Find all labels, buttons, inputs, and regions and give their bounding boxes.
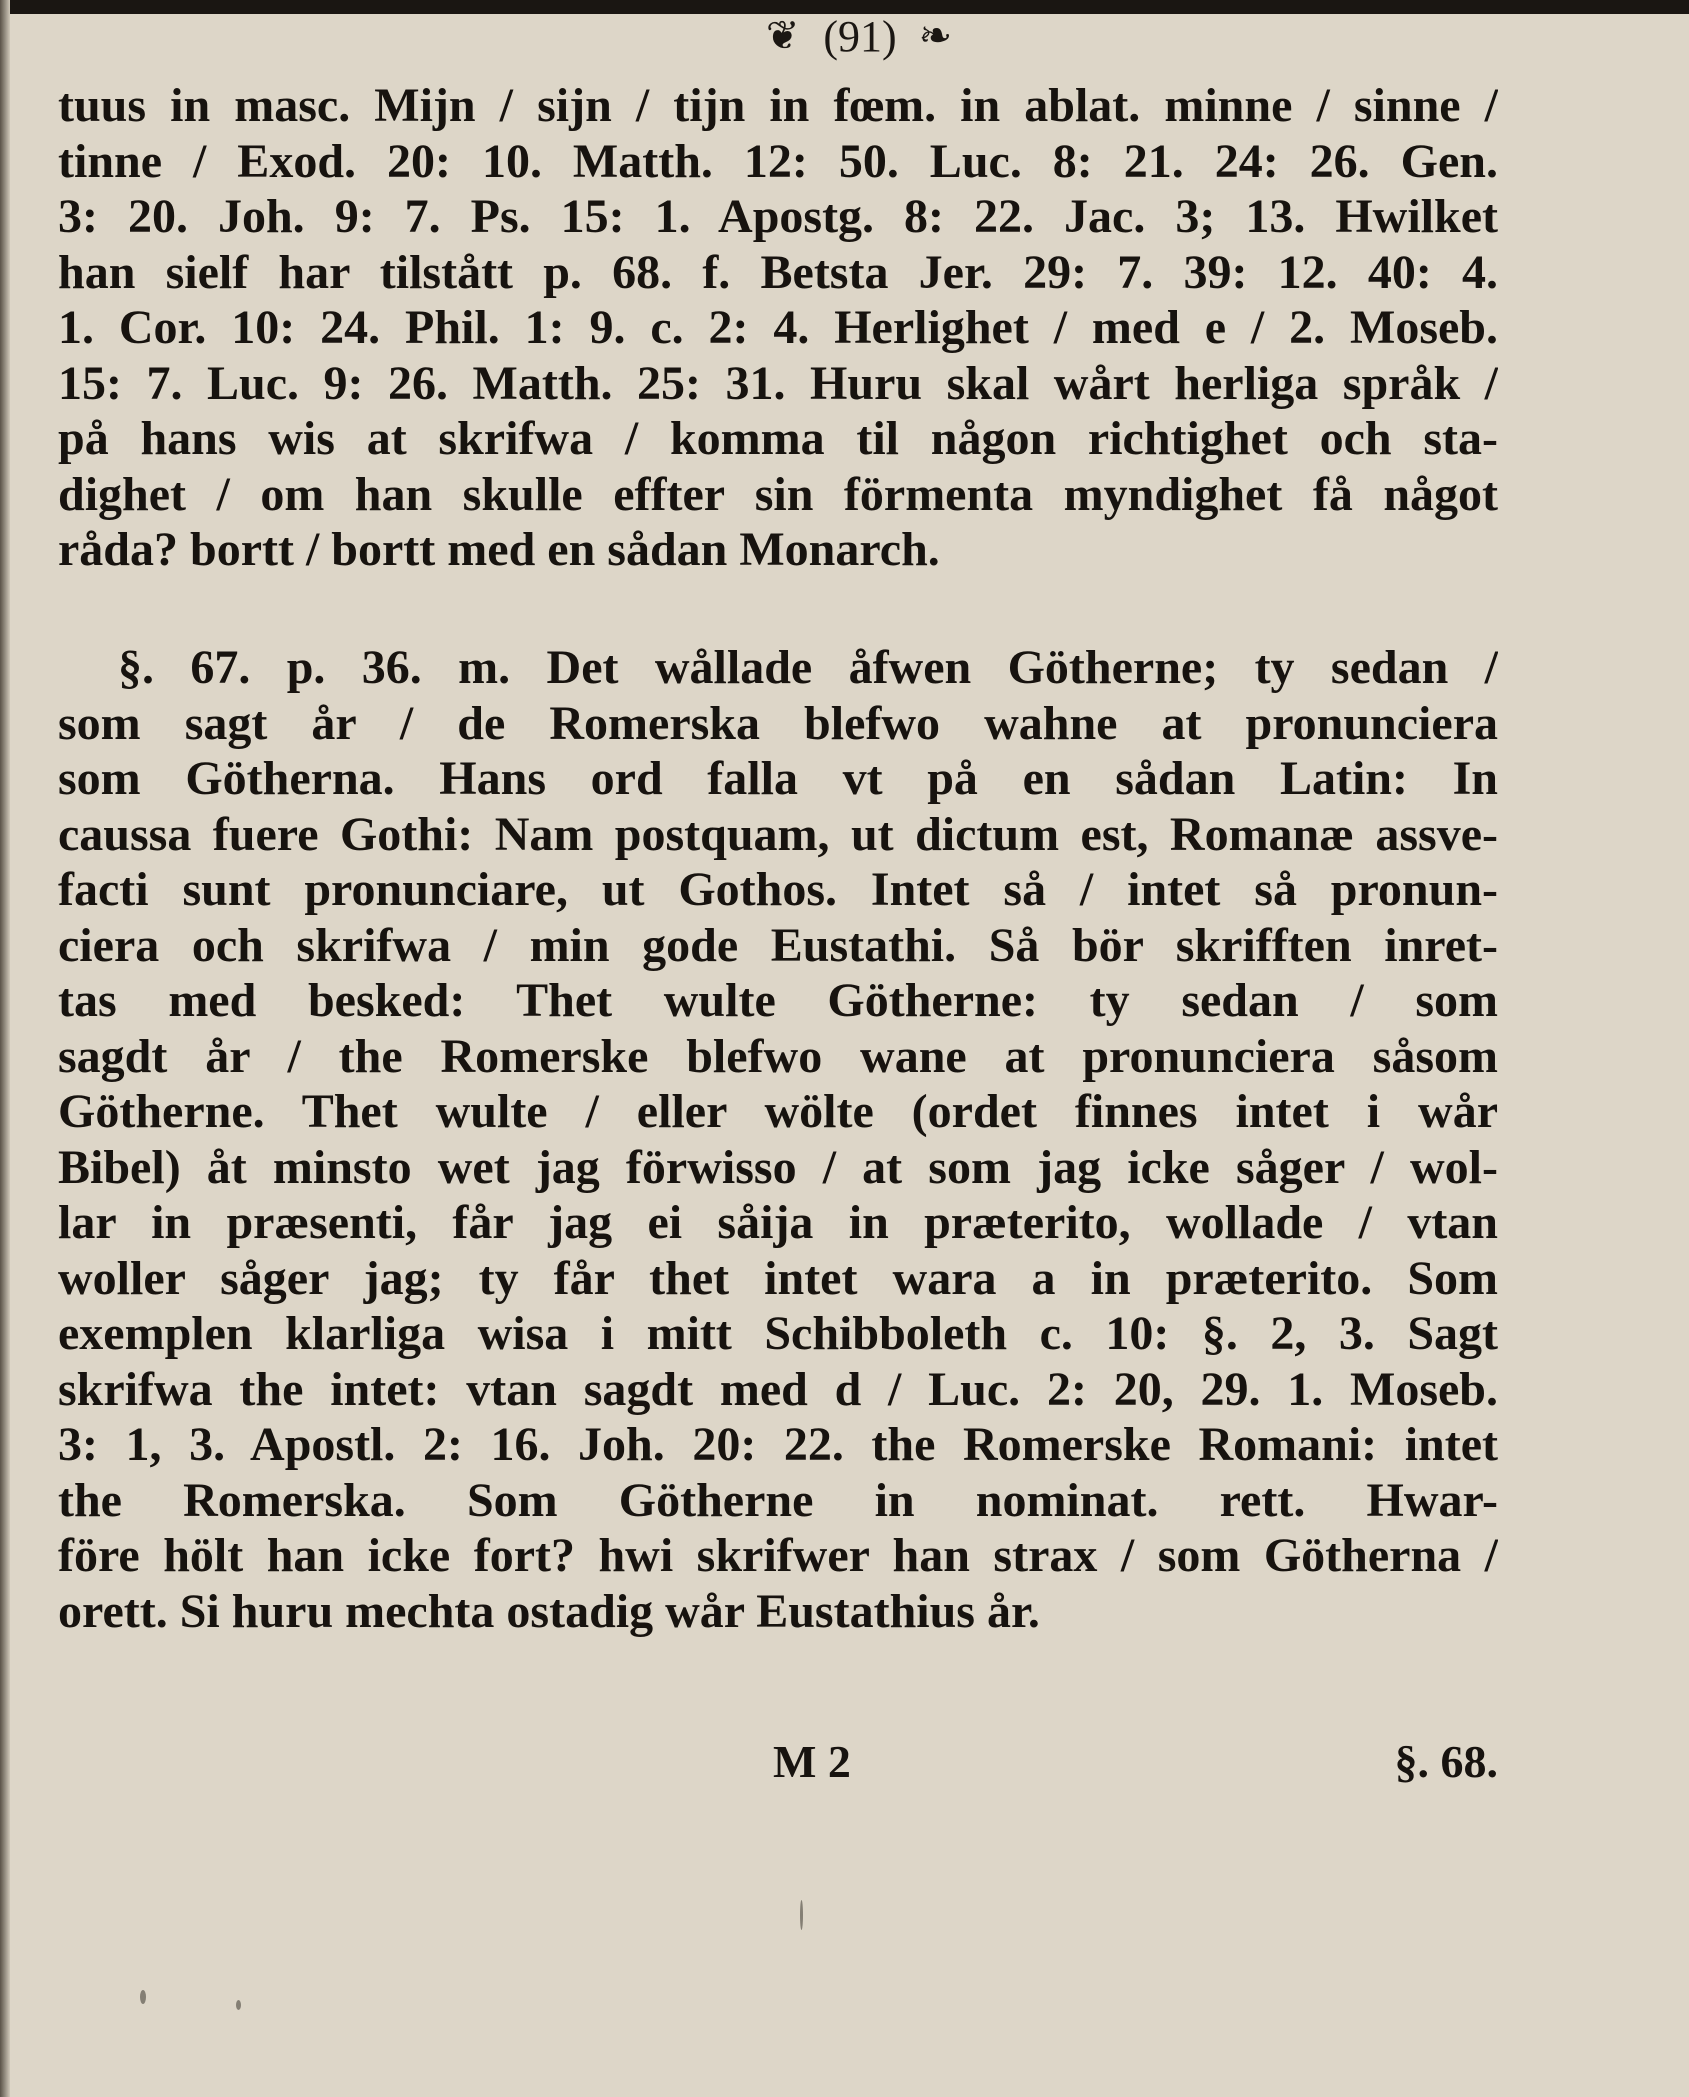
text-line: 3: 1, 3. Apostl. 2: 16. Joh. 20: 22. the Romerske Romani: intet <box>58 1418 1498 1471</box>
text-line: tas med besked: Thet wulte Götherne: ty sedan / som <box>58 974 1498 1027</box>
text-line: Götherne. Thet wulte / eller wölte (ordet finnes intet i wår <box>58 1085 1498 1138</box>
text-line: lar in præsenti, får jag ei såija in præterito, wollade / vtan <box>58 1196 1498 1249</box>
text-line: orett. Si huru mechta ostadig wår Eustathius år. <box>58 1584 1040 1638</box>
ornament-right-icon: ❧ <box>918 13 955 59</box>
text-line: på hans wis at skrifwa / komma til någon richtighet och sta- <box>58 412 1498 465</box>
text-line: exemplen klarliga wisa i mitt Schibboleth c. 10: §. 2, 3. Sagt <box>58 1307 1498 1360</box>
text-line: som sagt år / de Romerska blefwo wahne at pronunciera <box>58 696 1498 750</box>
text-line: facti sunt pronunciare, ut Gothos. Intet så / intet så pronun- <box>58 863 1498 916</box>
text-line: som Götherna. Hans ord falla vt på en sådan Latin: In <box>58 752 1498 805</box>
text-line: råda? bortt / bortt med en sådan Monarch. <box>58 523 940 576</box>
text-line: 1. Cor. 10: 24. Phil. 1: 9. c. 2: 4. Herlighet / med e / 2. Moseb. <box>58 301 1498 354</box>
text-line: 15: 7. Luc. 9: 26. Matth. 25: 31. Huru skal wårt herliga språk / <box>58 356 1498 410</box>
paper-fleck <box>236 2000 241 2010</box>
text-line: före hölt han icke fort? hwi skrifwer han strax / som Götherna / <box>58 1529 1498 1582</box>
text-line: woller såger jag; ty får thet intet wara a in præterito. Som <box>58 1251 1498 1305</box>
signature-mark: M 2 <box>773 1736 851 1787</box>
text-line: Bibel) åt minsto wet jag förwisso / at som jag icke såger / wol- <box>58 1140 1498 1194</box>
ornament-left-icon: ❦ <box>765 13 802 59</box>
text-line: ciera och skrifwa / min gode Eustathi. Så bör skrifften inret- <box>58 918 1498 972</box>
text-line: dighet / om han skulle effter sin förmenta myndighet få något <box>58 467 1498 521</box>
paper-fleck <box>140 1990 146 2004</box>
text-line: sagdt år / the Romerske blefwo wane at pronunciera såsom <box>58 1029 1498 1083</box>
paragraph-2 <box>58 640 1498 1639</box>
text-line: tuus in masc. Mijn / sijn / tijn in fœm. in ablat. minne / sinne / <box>58 79 1498 132</box>
page-number: (91) <box>823 11 897 61</box>
catchword: §. 68. <box>1394 1736 1498 1787</box>
page-footer <box>58 1735 1498 1795</box>
text-line: han sielf har tilstått p. 68. f. Betsta Jer. 29: 7. 39: 12. 40: 4. <box>58 245 1498 299</box>
text-line: caussa fuere Gothi: Nam postquam, ut dictum est, Romanæ assve- <box>58 807 1498 861</box>
page-header <box>560 6 1160 66</box>
text-line: the Romerska. Som Götherne in nominat. rett. Hwar- <box>58 1473 1498 1527</box>
paper-fleck <box>800 1900 803 1930</box>
text-line: 3: 20. Joh. 9: 7. Ps. 15: 1. Apostg. 8: 22. Jac. 3; 13. Hwilket <box>58 190 1498 243</box>
text-line: tinne / Exod. 20: 10. Matth. 12: 50. Luc. 8: 21. 24: 26. Gen. <box>58 134 1498 188</box>
text-line: §. 67. p. 36. m. Det wållade åfwen Götherne; ty sedan / <box>118 641 1498 694</box>
paragraph-1 <box>58 78 1498 578</box>
text-line: skrifwa the intet: vtan sagdt med d / Luc. 2: 20, 29. 1. Moseb. <box>58 1362 1498 1416</box>
page-gutter-shadow <box>0 0 10 2097</box>
